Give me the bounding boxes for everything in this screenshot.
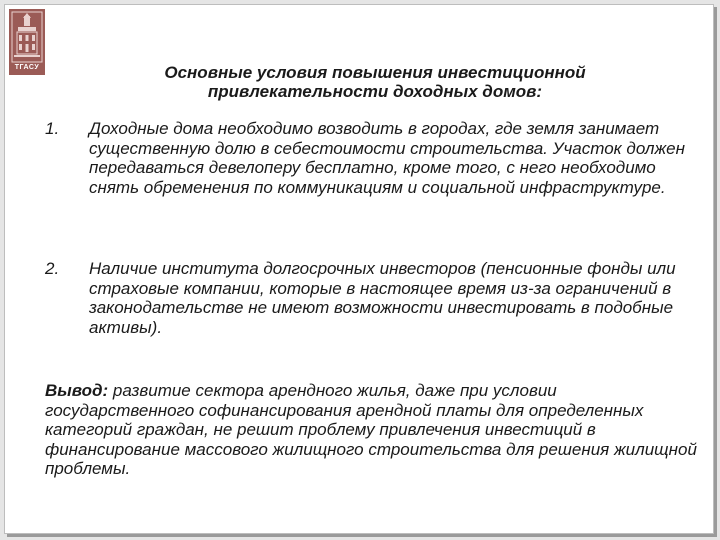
slide-title: Основные условия повышения инвестиционной привлекательности доходных домов: bbox=[164, 63, 586, 101]
list-item-number: 1. bbox=[45, 119, 60, 138]
slide bbox=[4, 4, 714, 534]
conclusion-text: развитие сектора арендного жилья, даже при условии государственного софинансирования арендной платы для определенных категорий граждан, не решит проблему привлечения инвестиций в финансирование массового жилищного строительства для решения жилищной проблемы. bbox=[45, 381, 697, 478]
list-item bbox=[45, 119, 705, 239]
conclusion-label: Вывод: bbox=[45, 381, 109, 400]
university-logo bbox=[9, 9, 45, 75]
list-item-text: Наличие института долгосрочных инвесторов (пенсионные фонды или страховые компании, которые в настоящее время из-за ограничений в законодательстве не имеют возможности инвестировать в подобные активы). bbox=[89, 259, 676, 337]
list-item bbox=[45, 259, 705, 359]
list-item-number: 2. bbox=[45, 259, 60, 278]
logo-text: ТГАСУ bbox=[14, 64, 40, 71]
conclusion bbox=[45, 381, 705, 479]
list-item-text: Доходные дома необходимо возводить в городах, где земля занимает существенную долю в себестоимости строительства. Участок должен передаваться девелоперу бесплатно, кроме того, с него необходимо снять обременения по коммуникациям и социальной инфраструктуре. bbox=[89, 119, 685, 197]
building-icon bbox=[9, 9, 45, 65]
